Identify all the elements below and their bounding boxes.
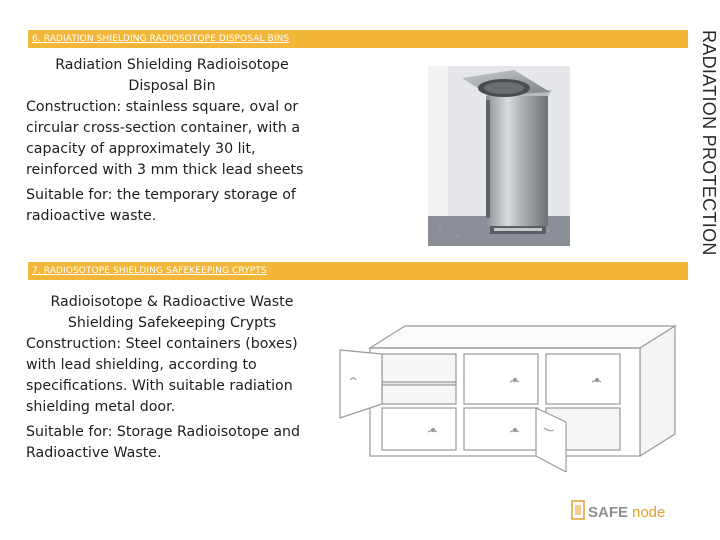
section-heading: 7. RADIOSOTOPE SHIELDING SAFEKEEPING CRYPTS bbox=[32, 266, 267, 276]
construction-text: Construction: stainless square, oval or circular cross-section container, with a capacity of approximately 30 lit, reinforced with 3 mm thick lead sheets bbox=[26, 99, 304, 178]
side-title: RADIATION PROTECTION bbox=[699, 30, 719, 256]
suitable-text: Suitable for: Storage Radioisotope and Radioactive Waste. bbox=[26, 424, 301, 461]
section-heading: 6. RADIATION SHIELDING RADIOSOTOPE DISPOSAL BINS bbox=[32, 34, 290, 44]
logo-suffix: node bbox=[632, 504, 666, 521]
section-header-disposal-bins bbox=[28, 30, 688, 48]
product-title-line1: Radiation Shielding Radioisotope bbox=[55, 57, 289, 73]
safekeeping-crypts-description bbox=[26, 292, 318, 464]
section-header-safekeeping-crypts bbox=[28, 262, 688, 280]
disposal-bin-description bbox=[26, 55, 318, 227]
safekeeping-crypts-drawing bbox=[330, 322, 690, 472]
product-title-line2: Shielding Safekeeping Crypts bbox=[67, 315, 277, 331]
logo-prefix: SAFE bbox=[588, 504, 629, 521]
construction-text: Construction: Steel containers (boxes) with lead shielding, according to specifications. With suitable radiation shielding metal door. bbox=[26, 336, 298, 415]
product-title-line1: Radioisotope & Radioactive Waste bbox=[50, 294, 294, 310]
safenode-logo bbox=[570, 497, 680, 523]
disposal-bin-photo bbox=[428, 66, 570, 246]
suitable-text: Suitable for: the temporary storage of radioactive waste. bbox=[26, 187, 296, 224]
product-title-line2: Disposal Bin bbox=[128, 78, 216, 94]
